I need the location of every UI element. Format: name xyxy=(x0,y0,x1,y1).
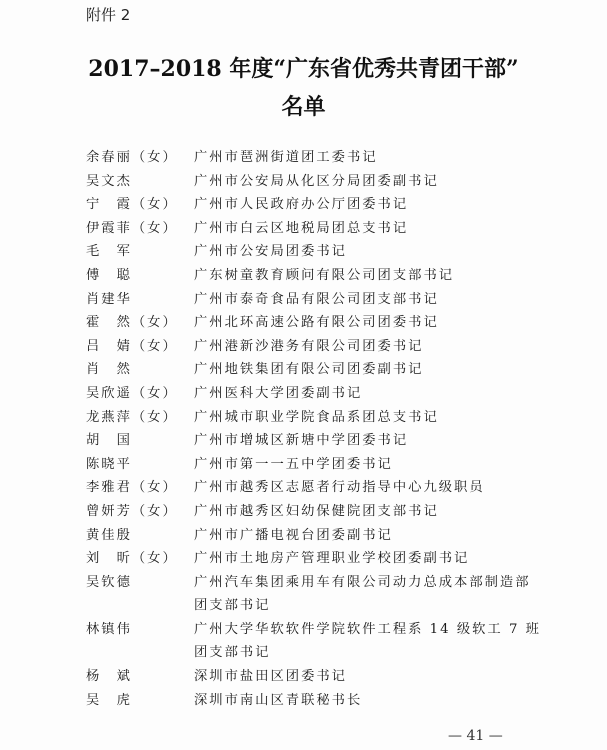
position-line: 广州市公安局团委书记 xyxy=(194,244,347,260)
position-line: 广州市增城区新塘中学团委书记 xyxy=(194,433,409,449)
person-name: 黄佳殷 xyxy=(86,527,132,543)
person-position xyxy=(194,311,526,335)
person-position xyxy=(194,665,526,689)
position-line: 广州市第一一五中学团委书记 xyxy=(194,456,393,472)
position-line: 广州汽车集团乘用车有限公司动力总成本部制造部 xyxy=(194,574,531,590)
list-item xyxy=(86,689,526,713)
person-name: 霍 然（女） xyxy=(86,315,178,331)
person-position xyxy=(194,524,526,548)
person-name: 吴欣遥（女） xyxy=(86,385,178,401)
position-line: 广州市广播电视台团委副书记 xyxy=(194,527,393,543)
position-line: 广州医科大学团委副书记 xyxy=(194,385,363,401)
person-name: 陈晓平 xyxy=(86,456,132,472)
list-item xyxy=(86,524,526,548)
position-line: 广州市越秀区志愿者行动指导中心九级职员 xyxy=(194,480,485,496)
position-line: 广东树童教育顾问有限公司团支部书记 xyxy=(194,267,455,283)
document-title: 2017–2018 年度“广东省优秀共青团干部” xyxy=(88,56,519,82)
list-item xyxy=(86,335,526,359)
position-line: 广州市人民政府办公厅团委书记 xyxy=(194,197,409,213)
list-item xyxy=(86,665,526,689)
list-item xyxy=(86,500,526,524)
list-item xyxy=(86,193,526,217)
person-name: 吴钦德 xyxy=(86,574,132,590)
person-name: 吴 虎 xyxy=(86,692,132,708)
person-position xyxy=(194,382,526,406)
position-line: 深圳市盐田区团委书记 xyxy=(194,669,347,685)
document-subtitle: 名单 xyxy=(281,94,326,120)
position-line: 广州城市职业学院食品系团总支书记 xyxy=(194,409,439,425)
person-name: 毛 军 xyxy=(86,244,132,260)
person-name: 吴文杰 xyxy=(86,173,132,189)
list-item xyxy=(86,358,526,382)
person-name: 曾妍芳（女） xyxy=(86,503,178,519)
person-name: 肖建华 xyxy=(86,291,132,307)
person-position xyxy=(194,547,526,571)
list-item xyxy=(86,240,526,264)
person-position xyxy=(194,406,526,430)
list-item xyxy=(86,453,526,477)
position-line: 深圳市南山区青联秘书长 xyxy=(194,692,363,708)
person-position xyxy=(194,689,526,713)
list-item xyxy=(86,571,531,618)
person-position xyxy=(194,170,526,194)
list-item xyxy=(86,288,526,312)
person-position xyxy=(194,193,526,217)
list-item xyxy=(86,146,526,170)
person-name: 林镇伟 xyxy=(86,621,132,637)
list-item xyxy=(86,170,526,194)
person-position xyxy=(194,264,526,288)
list-item xyxy=(86,264,526,288)
person-position xyxy=(194,335,526,359)
person-name: 伊霞菲（女） xyxy=(86,220,178,236)
person-name: 胡 国 xyxy=(86,433,132,449)
position-line: 广州北环高速公路有限公司团委书记 xyxy=(194,315,439,331)
list-item xyxy=(86,547,526,571)
person-position xyxy=(194,429,526,453)
person-name: 余春丽（女） xyxy=(86,150,178,165)
person-position xyxy=(194,453,526,477)
list-item xyxy=(86,382,526,406)
page-number: — 41 — xyxy=(448,728,503,744)
position-line: 广州市泰奇食品有限公司团支部书记 xyxy=(194,291,439,307)
list-item xyxy=(86,429,526,453)
position-line: 广州市土地房产管理职业学校团委副书记 xyxy=(194,551,470,567)
list-item xyxy=(86,217,526,241)
position-line: 广州市白云区地税局团总支书记 xyxy=(194,220,409,236)
person-position xyxy=(194,146,526,170)
person-position xyxy=(194,571,531,618)
person-name: 宁 霞（女） xyxy=(86,197,178,213)
person-name: 李雅君（女） xyxy=(86,480,178,496)
person-position xyxy=(194,618,541,665)
person-position xyxy=(194,500,526,524)
person-name: 刘 昕（女） xyxy=(86,551,178,567)
person-position xyxy=(194,476,526,500)
position-line: 广州市公安局从化区分局团委副书记 xyxy=(194,173,439,189)
list-item xyxy=(86,618,541,665)
person-name: 傅 聪 xyxy=(86,267,132,283)
person-name: 杨 斌 xyxy=(86,669,132,685)
list-item xyxy=(86,406,526,430)
position-line: 广州市琶洲街道团工委书记 xyxy=(194,150,378,165)
position-line: 广州市越秀区妇幼保健院团支部书记 xyxy=(194,503,439,519)
list-item xyxy=(86,476,526,500)
person-position xyxy=(194,358,526,382)
list-item xyxy=(86,311,526,335)
position-line: 广州地铁集团有限公司团委副书记 xyxy=(194,362,424,378)
person-position xyxy=(194,240,526,264)
position-line: 广州港新沙港务有限公司团委书记 xyxy=(194,338,424,354)
position-line: 广州大学华软软件学院软件工程系 14 级软工 7 班 xyxy=(194,621,541,637)
person-position xyxy=(194,288,526,312)
person-name: 肖 然 xyxy=(86,362,132,378)
person-name: 龙燕萍（女） xyxy=(86,409,178,425)
position-line: 团支部书记 xyxy=(194,598,271,614)
attachment-label: 附件 2 xyxy=(86,6,131,24)
position-line: 团支部书记 xyxy=(194,645,271,661)
name-list xyxy=(86,146,541,712)
person-position xyxy=(194,217,526,241)
person-name: 吕 婧（女） xyxy=(86,338,178,354)
